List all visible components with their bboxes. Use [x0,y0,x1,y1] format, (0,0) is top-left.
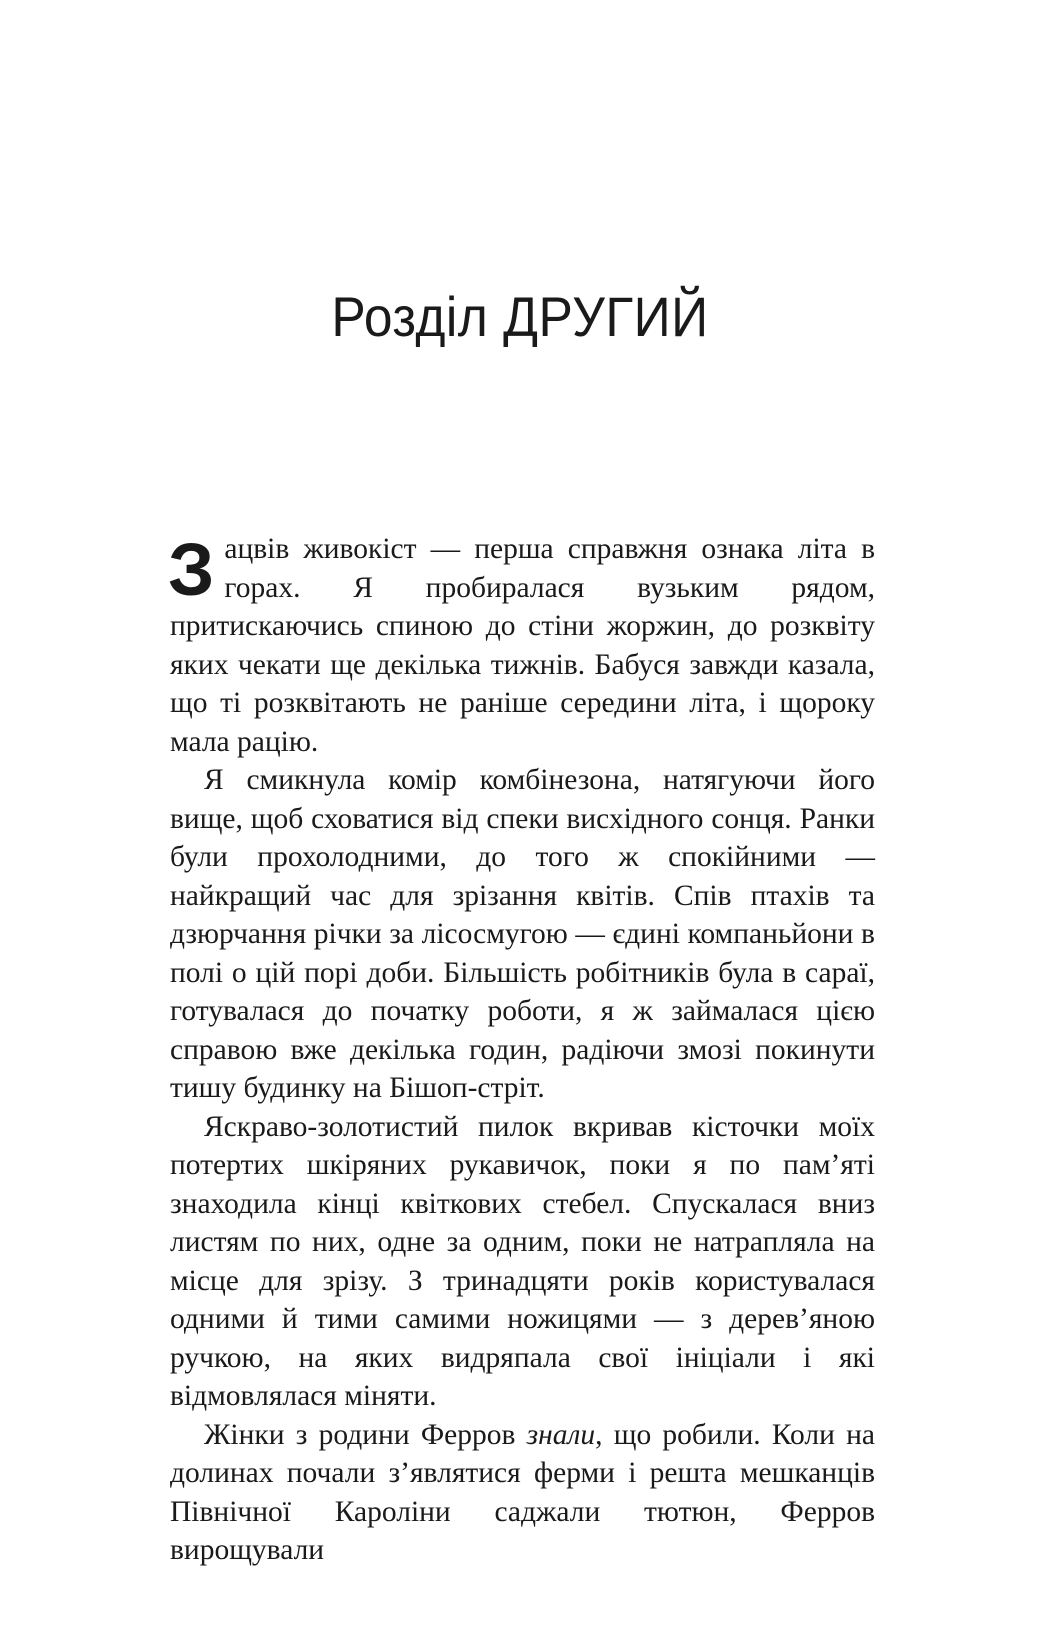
paragraph-4 [170,1416,875,1570]
paragraph-4-italic: знали [526,1418,596,1451]
chapter-title: Розділ ДРУГИЙ [331,285,709,348]
paragraph-1-text: ацвів живокіст — перша справжня ознака літа в горах. Я пробиралася вузьким рядом, притискаючись спиною до стіни жоржин, до розквіту яких чекати ще декілька тижнів. Бабуся завжди казала, що ті розквітають не раніше середини літа, і щороку мала рацію. [170,533,875,758]
paragraph-2: Я смикнула комір комбінезона, натягуючи його вище, щоб сховатися від спеки висхідного сонця. Ранки були прохолодними, до того ж спокійними — найкращий час для зрізання квітів. Спів птахів та дзюрчання річки за лісосмугою — єдині компаньйони в полі о цій порі доби. Більшість робітників була в сараї, готувалася до початку роботи, я ж займалася цією справою вже декілька годин, радіючи змозі покинути тишу будинку на Бішоп-стріт. [170,764,875,1104]
body-text [170,530,875,1570]
paragraph-4-text-before: Жінки з родини Ферров [204,1418,527,1451]
drop-cap: З [168,528,215,611]
paragraph-1 [170,530,875,761]
paragraph-3: Яскраво-золотистий пилок вкривав кісточки моїх потертих шкіряних рукавичок, поки я по пам’яті знаходила кінці квіткових стебел. Спускалася вниз листям по них, одне за одним, поки не натрапляла на місце для зрізу. З тринадцяти років користувалася одними й тими самими ножицями — з дерев’яною ручкою, на яких видряпала свої ініціали і які відмовлялася міняти. [170,1110,875,1412]
paragraph-4-text-after: , що робили. Коли на долинах почали з’являтися ферми і решта мешканців Північної Кароліни саджали тютюн, Ферров вирощували [170,1418,875,1566]
